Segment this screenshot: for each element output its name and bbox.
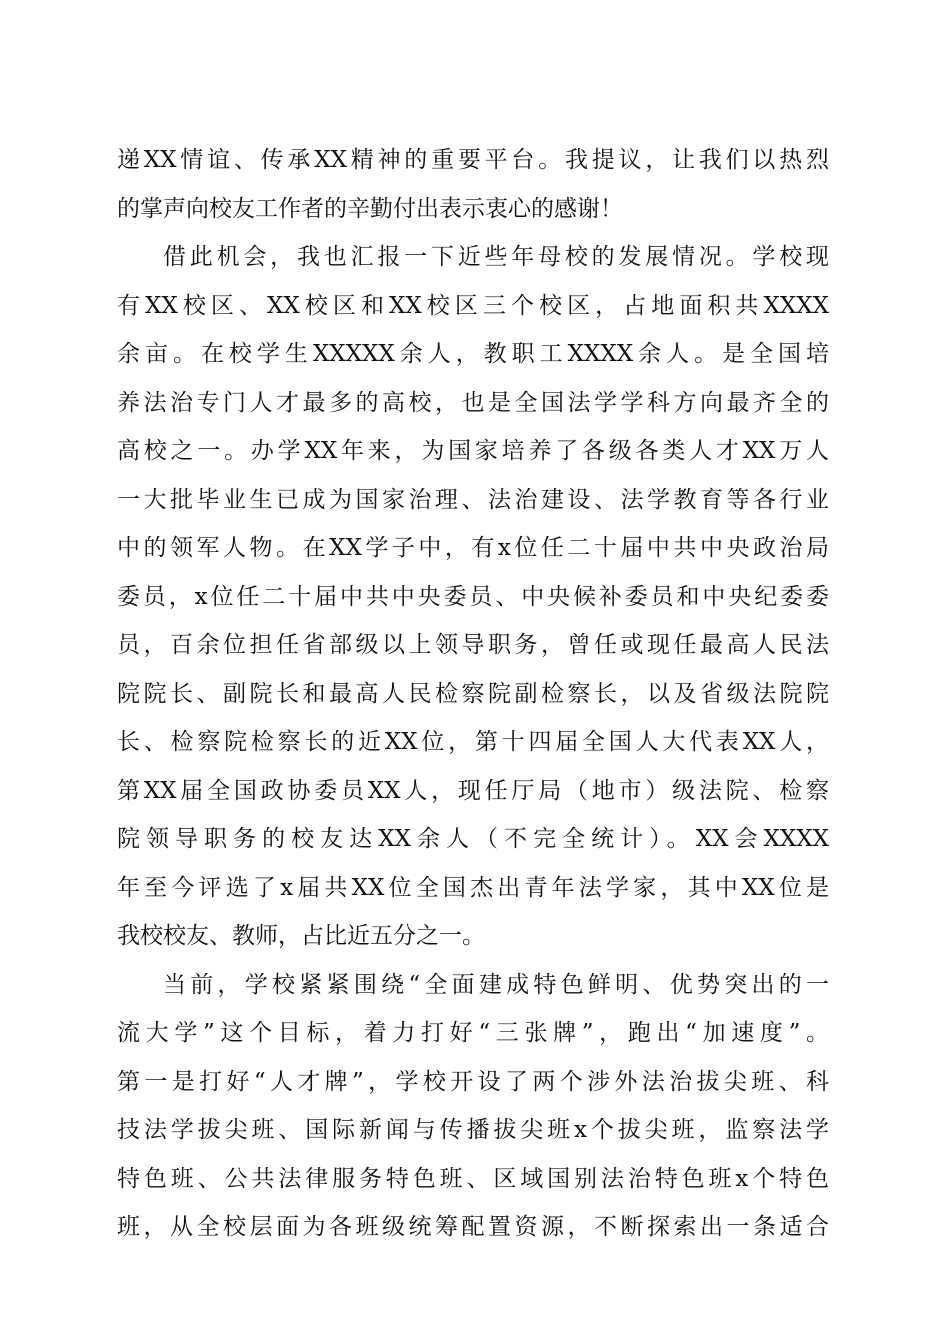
- text-line: 余亩。在校学生XXXXX余人，教职工XXXX余人。是全国培: [117, 341, 829, 367]
- text-line: 第XX届全国政协委员XX人，现任厅局（地市）级法院、检察: [117, 777, 829, 804]
- text-line: 流大学”这个目标，着力打好“三张牌”，跑出“加速度”。: [117, 1020, 829, 1046]
- document-body: [117, 136, 829, 1252]
- text-line: 技法学拔尖班、国际新闻与传播拔尖班x个拔尖班，监察法学: [117, 1117, 829, 1143]
- text-line: 长、检察院检察长的近XX位，第十四届全国人大代表XX人，: [117, 729, 829, 755]
- text-line: 的掌声向校友工作者的辛勤付出表示衷心的感谢！: [117, 195, 623, 222]
- text-line: 递XX情谊、传承XX精神的重要平台。我提议，让我们以热烈: [117, 147, 829, 173]
- text-line: 养法治专门人才最多的高校，也是全国法学学科方向最齐全的: [117, 389, 829, 416]
- text-line: 班，从全校层面为各班级统筹配置资源，不断探索出一条适合: [117, 1214, 829, 1240]
- text-line: 有XX校区、XX校区和XX校区三个校区，占地面积共XXXX: [117, 292, 829, 319]
- text-line: 院院长、副院长和最高人民检察院副检察长，以及省级法院院: [117, 680, 829, 707]
- paragraph-start-line: 当前，学校紧紧围绕“全面建成特色鲜明、优势突出的一: [163, 971, 829, 998]
- text-line: 一大批毕业生已成为国家治理、法治建设、法学教育等各行业: [117, 486, 829, 513]
- text-line: 第一是打好“人才牌”，学校开设了两个涉外法治拔尖班、科: [117, 1068, 829, 1095]
- text-line: 我校校友、教师，占比近五分之一。: [117, 923, 485, 949]
- text-line: 中的领军人物。在XX学子中，有x位任二十届中共中央政治局: [117, 535, 829, 561]
- text-line: 委员，x位任二十届中共中央委员、中央候补委员和中央纪委委: [117, 583, 829, 610]
- text-line: 年至今评选了x届共XX位全国杰出青年法学家，其中XX位是: [117, 874, 829, 901]
- text-line: 高校之一。办学XX年来，为国家培养了各级各类人才XX万人: [117, 438, 829, 464]
- paragraph-start-line: 借此机会，我也汇报一下近些年母校的发展情况。学校现: [163, 244, 829, 270]
- text-line: 特色班、公共法律服务特色班、区域国别法治特色班x个特色: [117, 1165, 829, 1192]
- text-line: 员，百余位担任省部级以上领导职务，曾任或现任最高人民法: [117, 632, 829, 658]
- text-line: 院领导职务的校友达XX余人（不完全统计）。XX会XXXX: [117, 826, 829, 852]
